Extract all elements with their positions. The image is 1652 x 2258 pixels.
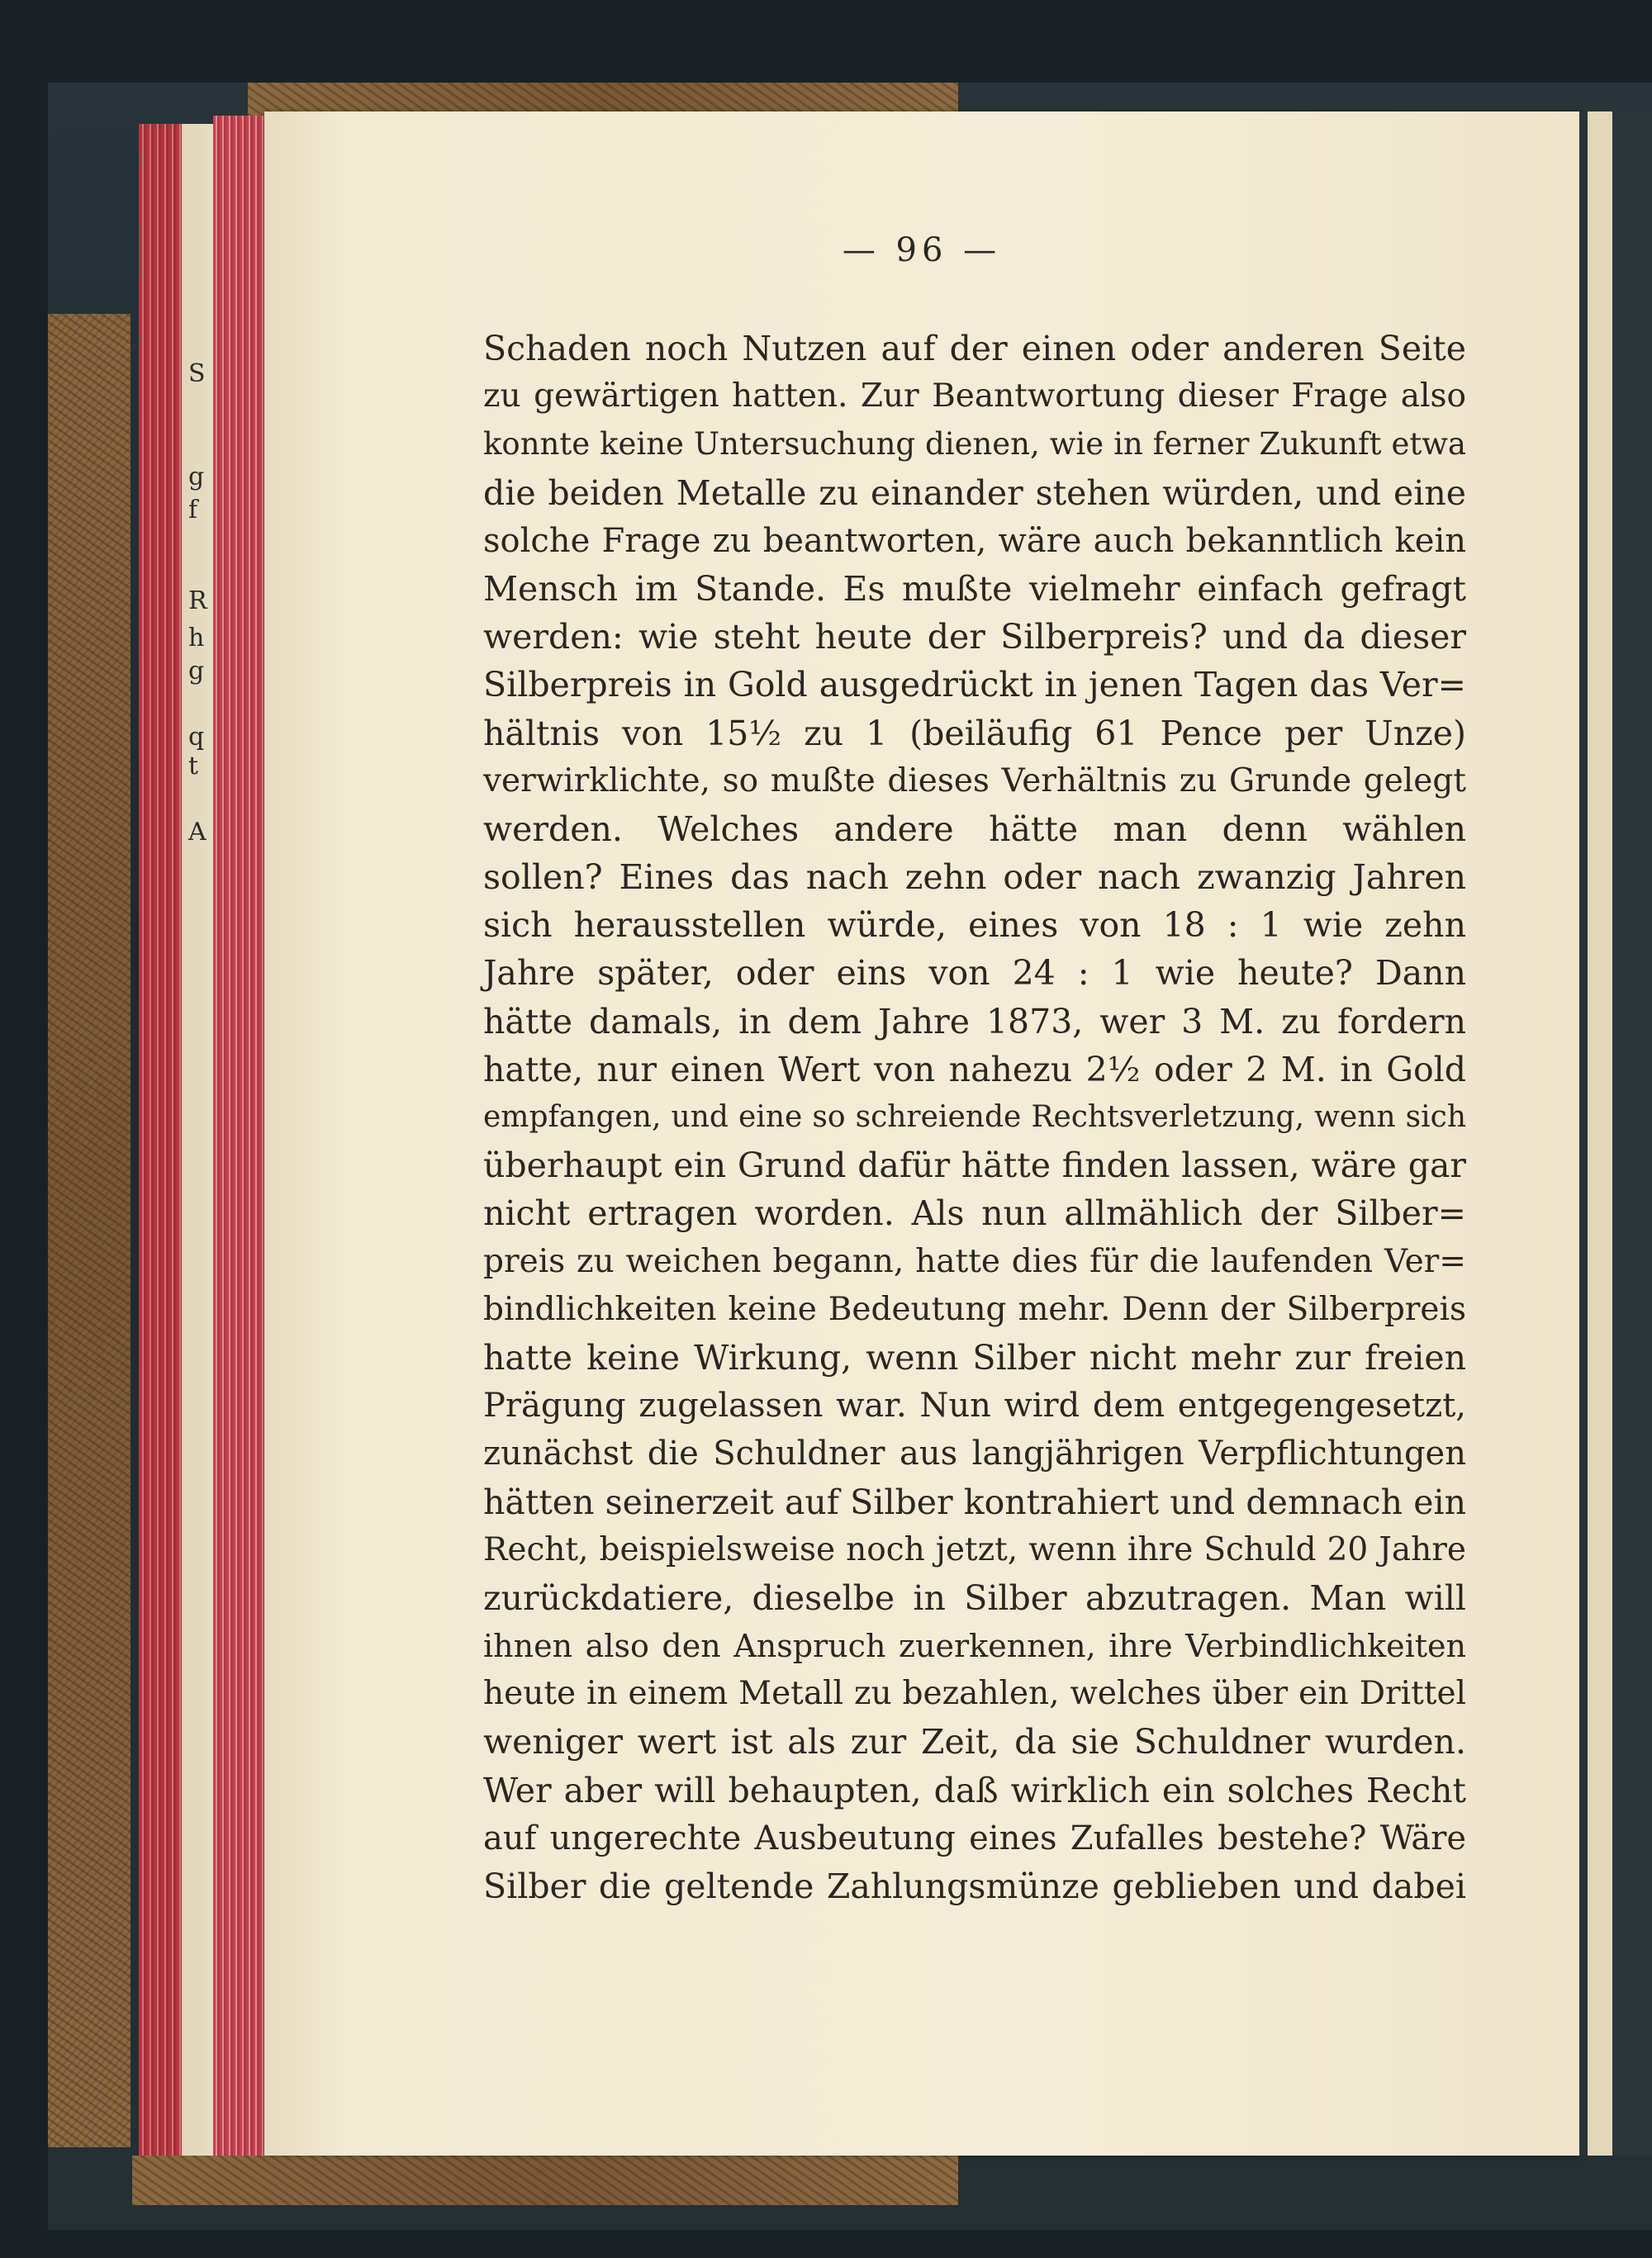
text-line: Prägung zugelassen war. Nun wird dem entgegengesetzt, (483, 1387, 1466, 1425)
text-line: Jahre später, oder eins von 24 : 1 wie heute? Dann (483, 953, 1466, 994)
text-line: konnte keine Untersuchung dienen, wie in ferner Zukunft etwa (483, 426, 1466, 463)
prev-page-fragment: t (188, 752, 199, 780)
text-line: werden: wie steht heute der Silberpreis? und da dieser (483, 617, 1466, 657)
text-line: hältnis von 15½ zu 1 (beiläufig 61 Pence per Unze) (483, 713, 1466, 753)
prev-page-fragment: S (188, 359, 206, 388)
prev-page-fragment: h (188, 624, 205, 652)
prev-page-fragment: g (188, 463, 205, 491)
text-line: hatte, nur einen Wert von nahezu 2½ oder 2 M. in Gold (483, 1049, 1466, 1089)
text-line: Recht, beispielsweise noch jetzt, wenn ihre Schuld 20 Jahre (483, 1530, 1466, 1568)
marbled-endpaper-left (48, 314, 131, 2147)
red-page-edges-inner (213, 116, 264, 2156)
text-line: solche Frage zu beantworten, wäre auch bekanntlich kein (483, 521, 1466, 560)
prev-page-fragment: g (188, 657, 205, 685)
prev-page-fragment: q (188, 723, 205, 752)
text-line: verwirklichte, so mußte dieses Verhältnis zu Grunde gelegt (483, 761, 1466, 799)
text-line: werden. Welches andere hätte man denn wählen (483, 809, 1466, 849)
text-line: hätte damals, in dem Jahre 1873, wer 3 M. zu fordern (483, 1001, 1466, 1041)
text-line: auf ungerechte Ausbeutung eines Zufalles bestehe? Wäre (483, 1819, 1466, 1857)
text-line: preis zu weichen begann, hatte dies für die laufenden Ver= (483, 1242, 1466, 1280)
page-text-block (483, 325, 1466, 1910)
text-line: Schaden noch Nutzen auf der einen oder anderen Seite (483, 329, 1466, 368)
text-line: zunächst die Schuldner aus langjährigen Verpflichtungen (483, 1435, 1466, 1473)
text-line: heute in einem Metall zu bezahlen, welches über ein Drittel (483, 1675, 1466, 1713)
text-line: hatte keine Wirkung, wenn Silber nicht mehr zur freien (483, 1337, 1466, 1378)
text-line: Silber die geltende Zahlungsmünze geblieben und dabei (483, 1867, 1466, 1906)
facing-page-edge (1579, 111, 1652, 2156)
text-line: ihnen also den Anspruch zuerkennen, ihre Verbindlichkeiten (483, 1628, 1466, 1665)
prev-page-fragment: A (188, 818, 206, 847)
text-line: sich herausstellen würde, eines von 18 : 1 wie zehn (483, 905, 1466, 946)
text-line: Wer aber will behaupten, daß wirklich ein solches Recht (483, 1770, 1466, 1810)
text-line: überhaupt ein Grund dafür hätte finden lassen, wäre gar (483, 1146, 1466, 1186)
prev-page-fragment: R (188, 586, 207, 615)
marbled-endpaper-bottom (132, 2156, 958, 2205)
text-line: Silberpreis in Gold ausgedrückt in jenen Tagen das Ver= (483, 665, 1466, 705)
red-page-edges (139, 124, 182, 2156)
text-line: zu gewärtigen hatten. Zur Beantwortung dieser Frage also (483, 377, 1466, 415)
page-number: — 96 — (842, 231, 1002, 269)
text-line: die beiden Metalle zu einander stehen würden, und eine (483, 472, 1466, 513)
text-line: bindlichkeiten keine Bedeutung mehr. Denn der Silberpreis (483, 1290, 1466, 1328)
book-page (264, 111, 1579, 2156)
text-line: Mensch im Stande. Es mußte vielmehr einfach gefragt (483, 568, 1466, 609)
prev-page-fragment: f (188, 496, 198, 524)
text-line: sollen? Eines das nach zehn oder nach zwanzig Jahren (483, 857, 1466, 898)
marbled-endpaper-top (248, 83, 958, 116)
text-line: hätten seinerzeit auf Silber kontrahiert und demnach ein (483, 1482, 1466, 1522)
text-line: empfangen, und eine so schreiende Rechtsverletzung, wenn sich (483, 1100, 1466, 1134)
text-line: weniger wert ist als zur Zeit, da sie Schuldner wurden. (483, 1722, 1466, 1762)
text-line: nicht ertragen worden. Als nun allmählich der Silber= (483, 1193, 1466, 1234)
text-line: zurückdatiere, dieselbe in Silber abzutragen. Man will (483, 1577, 1466, 1618)
